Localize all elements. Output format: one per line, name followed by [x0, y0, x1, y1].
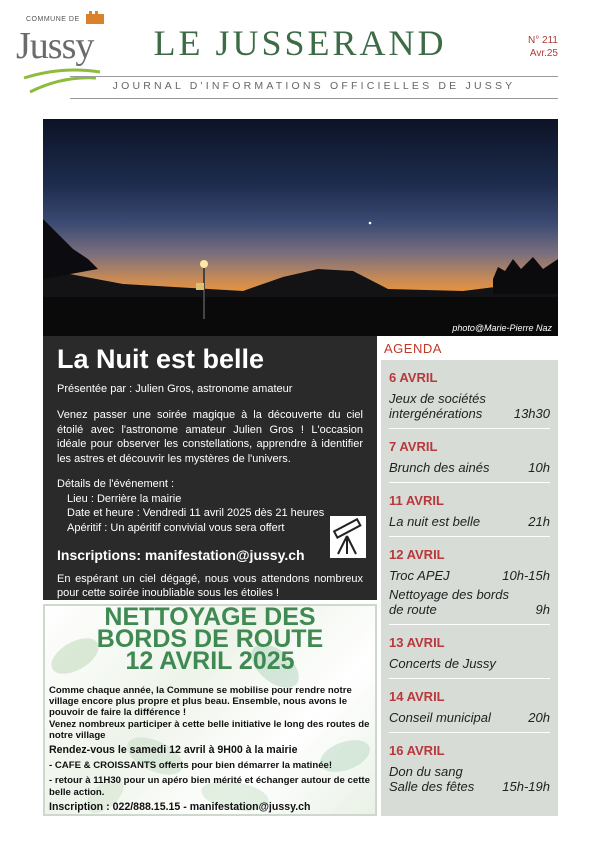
- logo-name: Jussy: [16, 25, 94, 67]
- cleanup-headline-line-1: NETTOYAGE DES: [104, 604, 316, 631]
- agenda-date: 6 AVRIL: [389, 370, 438, 385]
- cleanup-article: [43, 604, 377, 816]
- logo-commune-text: COMMUNE DE: [26, 16, 80, 23]
- event-closing: En espérant un ciel dégagé, nous vous attendons nombreux pour cette soirée inoubliable sous les étoiles !: [57, 573, 363, 599]
- agenda-item: [389, 733, 550, 801]
- agenda-event: [389, 460, 550, 475]
- event-registration[interactable]: Inscriptions: manifestation@jussy.ch: [57, 547, 305, 563]
- event-presenter: Présentée par : Julien Gros, astronome amateur: [57, 383, 293, 395]
- agenda-item: [389, 537, 550, 625]
- cleanup-meeting: Rendez-vous le samedi 12 avril à 9H00 à la mairie: [49, 744, 298, 757]
- agenda-event-time: 9h: [535, 602, 550, 617]
- agenda-heading: AGENDA: [381, 336, 558, 360]
- issue-number: N° 211: [528, 35, 558, 46]
- newspaper-title: LE JUSSERAND: [153, 23, 447, 63]
- agenda-event-name: Troc APEJ: [389, 568, 450, 583]
- header-rule-top: [70, 76, 558, 77]
- agenda-event: [389, 391, 550, 421]
- event-description: Venez passer une soirée magique à la découverte du ciel étoilé avec l'astronome amateur Julien Gros ! L'occasion idéale pour observer les constellations, apprendre à identifier les astres et découvrir les mystères de l'univers.: [57, 409, 363, 465]
- agenda-event-time: 13h30: [513, 406, 550, 421]
- agenda-event-name: Brunch des ainés: [389, 460, 490, 475]
- event-title: La Nuit est belle: [57, 344, 265, 374]
- agenda-item: [389, 483, 550, 537]
- cleanup-headline-line-3: 12 AVRIL 2025: [125, 647, 295, 675]
- agenda-event: [389, 514, 550, 529]
- details-heading: Détails de l'événement :: [57, 478, 175, 490]
- agenda-item: [389, 360, 550, 429]
- agenda-event-name: Don du sang Salle des fêtes: [389, 764, 475, 794]
- landscape-silhouette: [43, 119, 558, 336]
- night-sky-photo: [43, 119, 558, 336]
- agenda-date: 7 AVRIL: [389, 439, 438, 454]
- issue-date: Avr.25: [529, 48, 558, 59]
- agenda-item: [389, 679, 550, 733]
- cleanup-registration[interactable]: Inscription : 022/888.15.15 - manifestation@jussy.ch: [49, 800, 311, 813]
- agenda-event-name: Concerts de Jussy: [389, 656, 496, 671]
- agenda-panel: [381, 336, 558, 816]
- cleanup-coffee: - CAFE & CROISSANTS offerts pour bien démarrer la matinée!: [49, 760, 333, 772]
- agenda-event: [389, 568, 550, 583]
- agenda-event-time: 15h-19h: [502, 779, 550, 794]
- cleanup-body: [49, 685, 371, 813]
- event-details: [57, 477, 363, 535]
- newspaper-subtitle: JOURNAL D'INFORMATIONS OFFICIELLES DE JUSSY: [112, 80, 516, 92]
- agenda-event-name: La nuit est belle: [389, 514, 481, 529]
- agenda-event: [389, 587, 550, 617]
- agenda-event-time: 10h: [528, 460, 550, 475]
- issue-info: [528, 34, 558, 60]
- cleanup-return: - retour à 11H30 pour un apéro bien mérité et échanger autour de cette belle action.: [49, 775, 370, 798]
- event-article: [43, 336, 377, 600]
- agenda-event-name: Conseil municipal: [389, 710, 491, 725]
- cleanup-headline: [45, 604, 375, 675]
- details-aperitif: Apéritif : Un apéritif convivial vous sera offert: [67, 521, 285, 534]
- agenda-date: 11 AVRIL: [389, 493, 444, 508]
- agenda-event-name: Nettoyage des bords de route: [389, 587, 509, 617]
- agenda-list: [381, 360, 558, 816]
- agenda-event-time: 21h: [528, 514, 550, 529]
- cleanup-headline-line-2: BORDS DE ROUTE: [96, 625, 324, 653]
- details-location: Lieu : Derrière la mairie: [67, 492, 182, 505]
- agenda-event: [389, 764, 550, 794]
- agenda-item: [389, 429, 550, 483]
- details-datetime: Date et heure : Vendredi 11 avril 2025 dès 21 heures: [67, 507, 325, 519]
- agenda-date: 13 AVRIL: [389, 635, 445, 650]
- agenda-date: 16 AVRIL: [389, 743, 445, 758]
- agenda-event-time: 10h-15h: [502, 568, 550, 583]
- cleanup-intro: Comme chaque année, la Commune se mobilise pour rendre notre village encore plus propre et plus beau. Ensemble, nous avons le pouvoir de faire la différence !: [49, 685, 352, 719]
- agenda-item: [389, 625, 550, 679]
- telescope-icon: [330, 516, 366, 558]
- agenda-event-time: 20h: [528, 710, 550, 725]
- agenda-date: 14 AVRIL: [389, 689, 445, 704]
- photo-credit: photo@Marie-Pierre Naz: [452, 323, 552, 333]
- agenda-event-name: Jeux de sociétés intergénérations: [389, 391, 486, 421]
- header-rule-bottom: [70, 98, 558, 99]
- agenda-date: 12 AVRIL: [389, 547, 445, 562]
- agenda-event: [389, 656, 550, 671]
- agenda-event: [389, 710, 550, 725]
- cleanup-invite: Venez nombreux participer à cette belle initiative le long des routes de notre village: [49, 718, 370, 741]
